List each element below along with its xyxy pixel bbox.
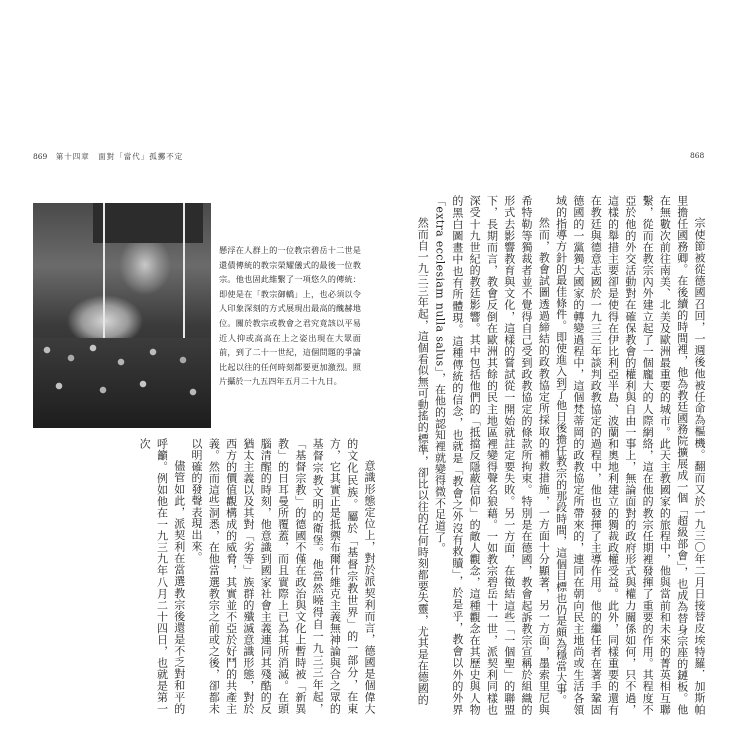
left-page-header [33,151,183,162]
body-paragraph: 儘管如此，派契利在當選教宗後還是不乏對和平的呼籲。例如他在一九三九年八月二十四日，也就是第一次 [138,438,186,714]
photo-crowd [33,338,211,428]
right-page-body [406,195,708,715]
photo-canopy [93,203,203,243]
photo-caption: 懸浮在人群上的一位教宗碧岳十二世是還債傳統的教宗榮耀儀式的最後一位教宗。他也固此維繫了一項悠久的傳統：即使是在「教宗御轎」上，也必須以令人印象深刻的方式展現出最高的醜赫地位。關於教宗或教會之君究竟該以平易近人抑或高高在上之姿出現在大眾面前，到了二十一世紀，這個問題的爭論比起以往的任何時刻都要更加激烈。照片攝於一九五四年五月二十九日。 [219,245,361,387]
historical-photo [33,203,211,428]
left-page-body [138,438,378,714]
body-paragraph: 然而自一九三三年起，這個看似無可動搖的標準，卻比以往的任何時刻都要失靈，尤其是在德國的 [416,217,430,706]
right-page-number: 868 [690,151,705,160]
left-page-number: 869 [33,152,48,161]
body-paragraph: 宗使節被從德國召回，一週後他被任命為樞機。翻而又於一九三〇年二月日接替皮埃特羅．加斯帕里擔任國務卿。在後續的時間裡，他為教廷國務院擴展成一個「超級部會」，也成為替身宗座的鏈板。他在無數次前往南美、北美及歐洲最重要的城市。此天主教國家的旅程中，他與當前和未來的菁英相互聯繫，從而在教宗內外建立起了一個龐大的人際網絡，這在他的教宗任期裡發揮了重要的作用。其程度不亞於他的外交活動對在確保教會的權利與自由一事上，無論面對的政府形式與權力關係如何，只不過，這樣的舉措主要卻是使得在伊比利亞半島、波蘭和奧地利建立的獨裁政權受益。此外，同樣重要的還有在教廷與德意志國於一九三三年談判政教協定的過程中，他也發揮了主導作用。他的繼任者在著手鞏固德國的一黨獨大國家的轉變過程中，這個梵蒂岡的政教協定所帶來的，連同在朝向民主地尚或生活各領域的指導方針的最佳條件。即使進入到了他日後擔任教宗的那段時間，這個目標也仍是頗為穩當大事。 [554,195,706,715]
body-paragraph: 然而，教會試圖透過締結的政教協定所採取的補救措施，一方面十分顯著，另一方面，墨索里尼與希特勒等獨裁者並不覺得自己受到政教協定的條款所拘束。特別是在德國，教會起訴教宗宣稱於組織的形式去影響教育與文化，這樣的嘗試從一開始就註定要失敗。另一方面，在徵結這些「一個聖」的聯盟下，長期而言，教會反倒在歐洲其餘的民主地區裡變得聲名狼藉。一如教宗碧岳十一世，派契利同樣也深受十九世紀的教廷影響。其中包括他們的「抵擋反隱蔽信仰」的敵人觀念，這種觀念在其歷史與人物的黑白圖畫中也有所體現。這種傳統的信念，也就是「教會之外沒有救贖」，於是乎，教會以外的外界「extra ecclesiam nulla salus」，在他的認知裡就變得微不足道了。 [433,195,551,715]
body-paragraph: 意識形態定位上，對於派契利而言，德國是個偉大的文化民族。屬於「基督宗教世界」的一部分，在東方，它其實正是抵禦布爾什維克主義無神論與合之眾的基督宗教文明的衛堡。他當然曉得自一九三三年起，「基督宗教」的德國不僅在政治與文化上暫時被「新異教」的日耳曼所覆蓋，而且實際上已為其所消滅。在頭腦清醒的時刻，他意識到國家社會主義連同其殘酷的反猶太主義以及其對「劣等」族群的殲滅意識形態，對於西方的價值觀構成的威脅，其實並不亞於好鬥的共產主義。然而這些洞悉，在他當選教宗之前或之後，卻都未以明確的發聲表現出來。 [190,438,376,714]
running-head: 第十四章 面對「當代」孤擲不定 [55,152,184,161]
